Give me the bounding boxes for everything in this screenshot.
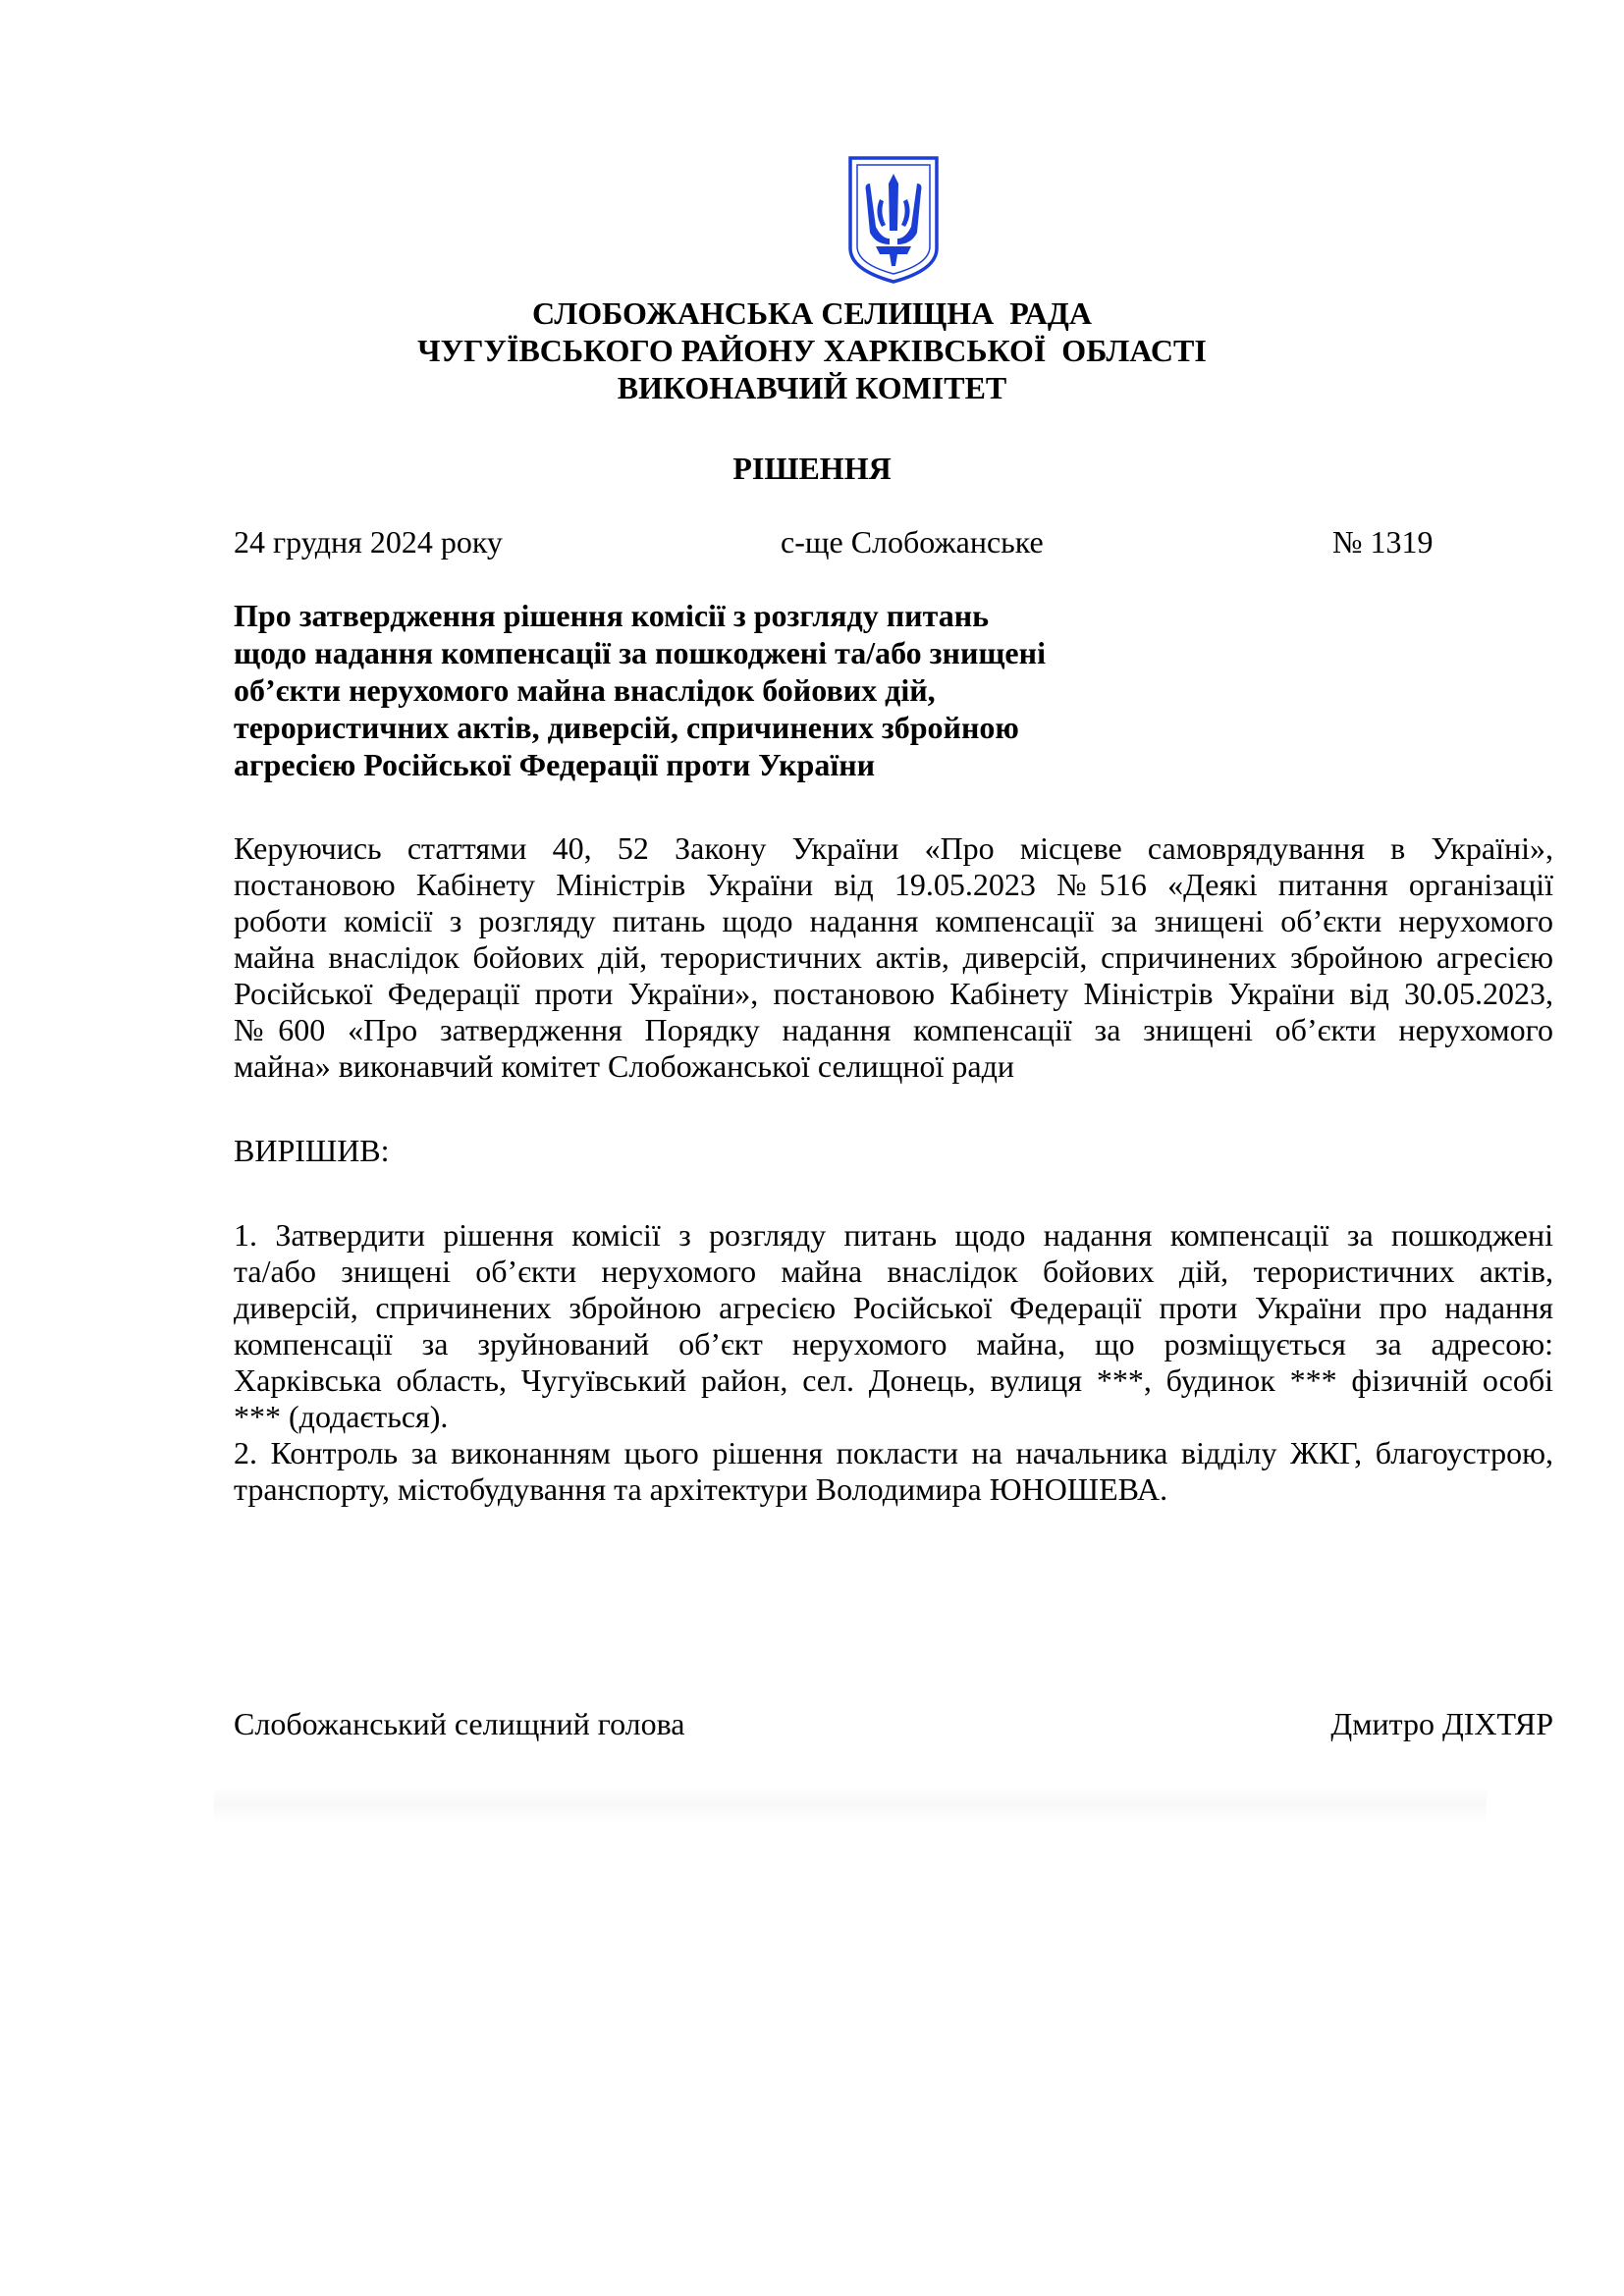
preamble-line: №600 «Про затвердження Порядку надання компенсації за знищені об’єкти нерухомого xyxy=(234,1012,1553,1047)
decision-line: диверсій, спричинених збройною агресією Російської Федерації проти України про надання xyxy=(234,1290,1553,1325)
subject-line: об’єкти нерухомого майна внаслідок бойових дій, xyxy=(234,672,936,708)
decision-line: Харківська область, Чугуївський район, сел. Донець, вулиця ***, будинок *** фізичній особі xyxy=(234,1362,1553,1398)
document-number: № 1319 xyxy=(1332,524,1434,560)
committee-name: ВИКОНАВЧИЙ КОМІТЕТ xyxy=(617,370,1007,405)
signatory-position: Слобожанський селищний голова xyxy=(234,1706,685,1741)
decision-items xyxy=(234,1217,1553,1508)
document-place: с-ще Слобожанське xyxy=(781,524,1044,560)
district-name: ЧУГУЇВСЬКОГО РАЙОНУ ХАРКІВСЬКОЇ ОБЛАСТІ xyxy=(417,333,1207,368)
decision-line: компенсації за зруйнований об’єкт нерухомого майна, що розміщується за адресою: xyxy=(234,1326,1553,1362)
ukraine-coat-of-arms-icon xyxy=(846,154,941,286)
document-title: РІШЕННЯ xyxy=(732,451,892,486)
preamble-line: майна» виконавчий комітет Слобожанської селищної ради xyxy=(234,1048,1015,1084)
resolved-heading: ВИРІШИВ: xyxy=(234,1133,390,1168)
preamble-line: Керуючись статтями 40, 52 Закону України «Про місцеве самоврядування в Україні», xyxy=(234,830,1553,866)
decision-line: та/або знищені об’єкти нерухомого майна внаслідок бойових дій, терористичних актів, xyxy=(234,1254,1553,1289)
preamble-line: майна внаслідок бойових дій, терористичних актів, диверсій, спричинених збройною агресією xyxy=(234,939,1553,975)
document-date: 24 грудня 2024 року xyxy=(234,524,503,560)
signatory-name: Дмитро ДІХТЯР xyxy=(1330,1706,1553,1741)
subject-line: Про затвердження рішення комісії з розгляду питань xyxy=(234,598,990,633)
subject-line: агресією Російської Федерації проти України xyxy=(234,747,876,782)
decision-line: 2. Контроль за виконанням цього рішення покласти на начальника відділу ЖКГ, благоустрою, xyxy=(234,1435,1553,1470)
preamble-line: роботи комісії з розгляду питань щодо надання компенсації за знищені об’єкти нерухомого xyxy=(234,903,1553,938)
preamble-line: Російської Федерації проти України», постановою Кабінету Міністрів України від 30.05.2023, xyxy=(234,976,1553,1011)
subject-line: щодо надання компенсації за пошкоджені та/або знищені xyxy=(234,635,1046,670)
preamble-line: постановою Кабінету Міністрів України від 19.05.2023 №516 «Деякі питання організації xyxy=(234,867,1553,902)
decision-line: транспорту, містобудування та архітектури Володимира ЮНОШЕВА. xyxy=(234,1471,1168,1507)
decision-line: *** (додається). xyxy=(234,1399,449,1434)
subject-line: терористичних актів, диверсій, спричинених збройною xyxy=(234,710,1019,745)
document-header xyxy=(0,294,1624,406)
council-name: СЛОБОЖАНСЬКА СЕЛИЩНА РАДА xyxy=(532,295,1092,331)
scan-artifact xyxy=(214,1787,1487,1822)
decision-subject xyxy=(234,597,1216,783)
decision-line: 1. Затвердити рішення комісії з розгляду питань щодо надання компенсації за пошкоджені xyxy=(234,1217,1553,1253)
preamble-paragraph xyxy=(234,830,1553,1085)
document-meta xyxy=(0,522,1624,561)
